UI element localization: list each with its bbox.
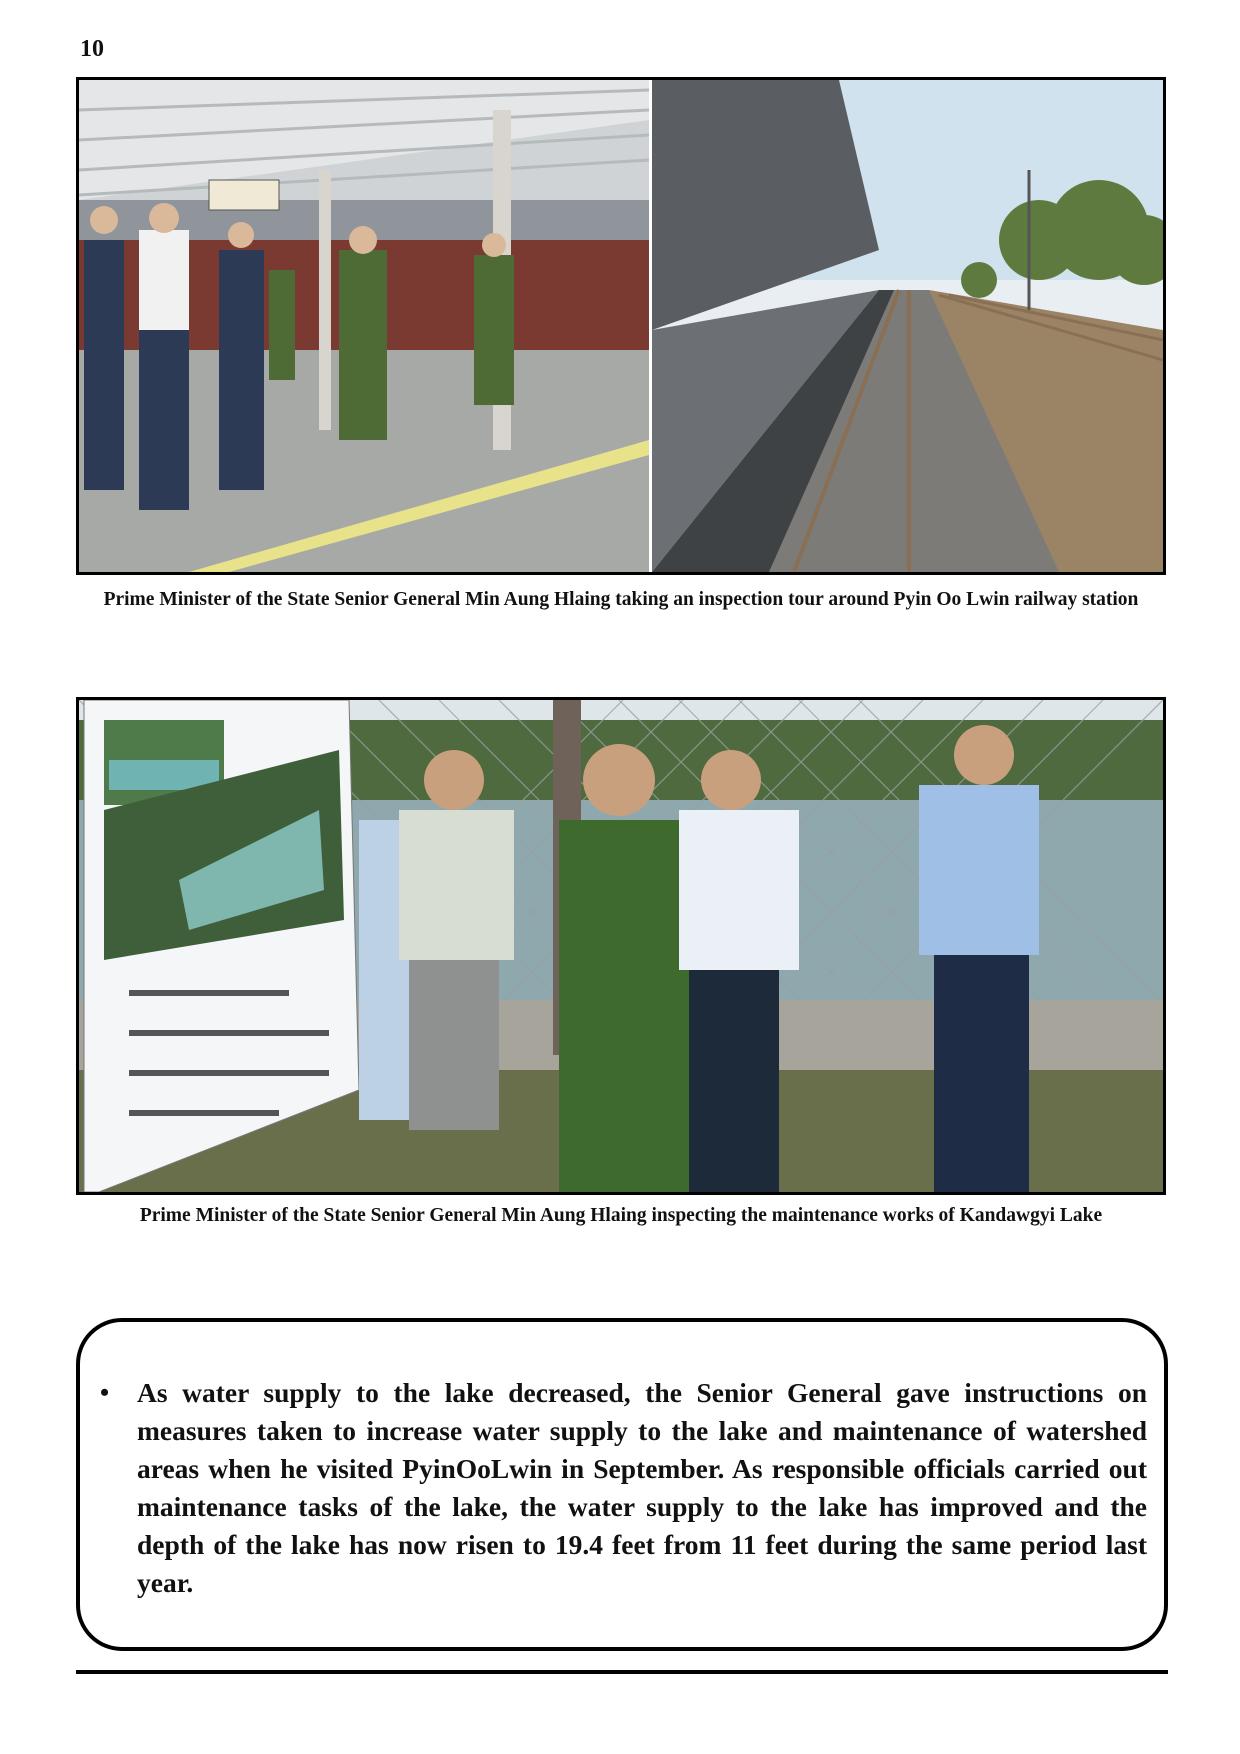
platform-panel [79, 80, 649, 572]
note-item: As water supply to the lake decreased, the Senior General gave instructions on measures taken to increase water supply to the lake and maintenance of watershed areas when he visited PyinOoLwin in September. As responsible officials carried out maintenance tasks of the lake, the water supply to the lake has improved and the depth of the lake has now risen to 19.4 feet from 11 feet during the same period last year. [137, 1377, 1147, 1598]
bullet-marker: • [100, 1378, 110, 1407]
note-box [76, 1318, 1168, 1651]
railway-station-photo [76, 77, 1166, 575]
page-number: 10 [80, 36, 104, 62]
kandawgyi-lake-photo [76, 697, 1166, 1195]
tracks-panel [652, 80, 1163, 572]
figure-caption-2: Prime Minister of the State Senior General Min Aung Hlaing inspecting the maintenance works of Kandawgyi Lake [139, 1205, 1103, 1226]
bottom-rule [76, 1670, 1168, 1674]
figure-caption-1: Prime Minister of the State Senior General Min Aung Hlaing taking an inspection tour around Pyin Oo Lwin railway station [103, 589, 1139, 610]
